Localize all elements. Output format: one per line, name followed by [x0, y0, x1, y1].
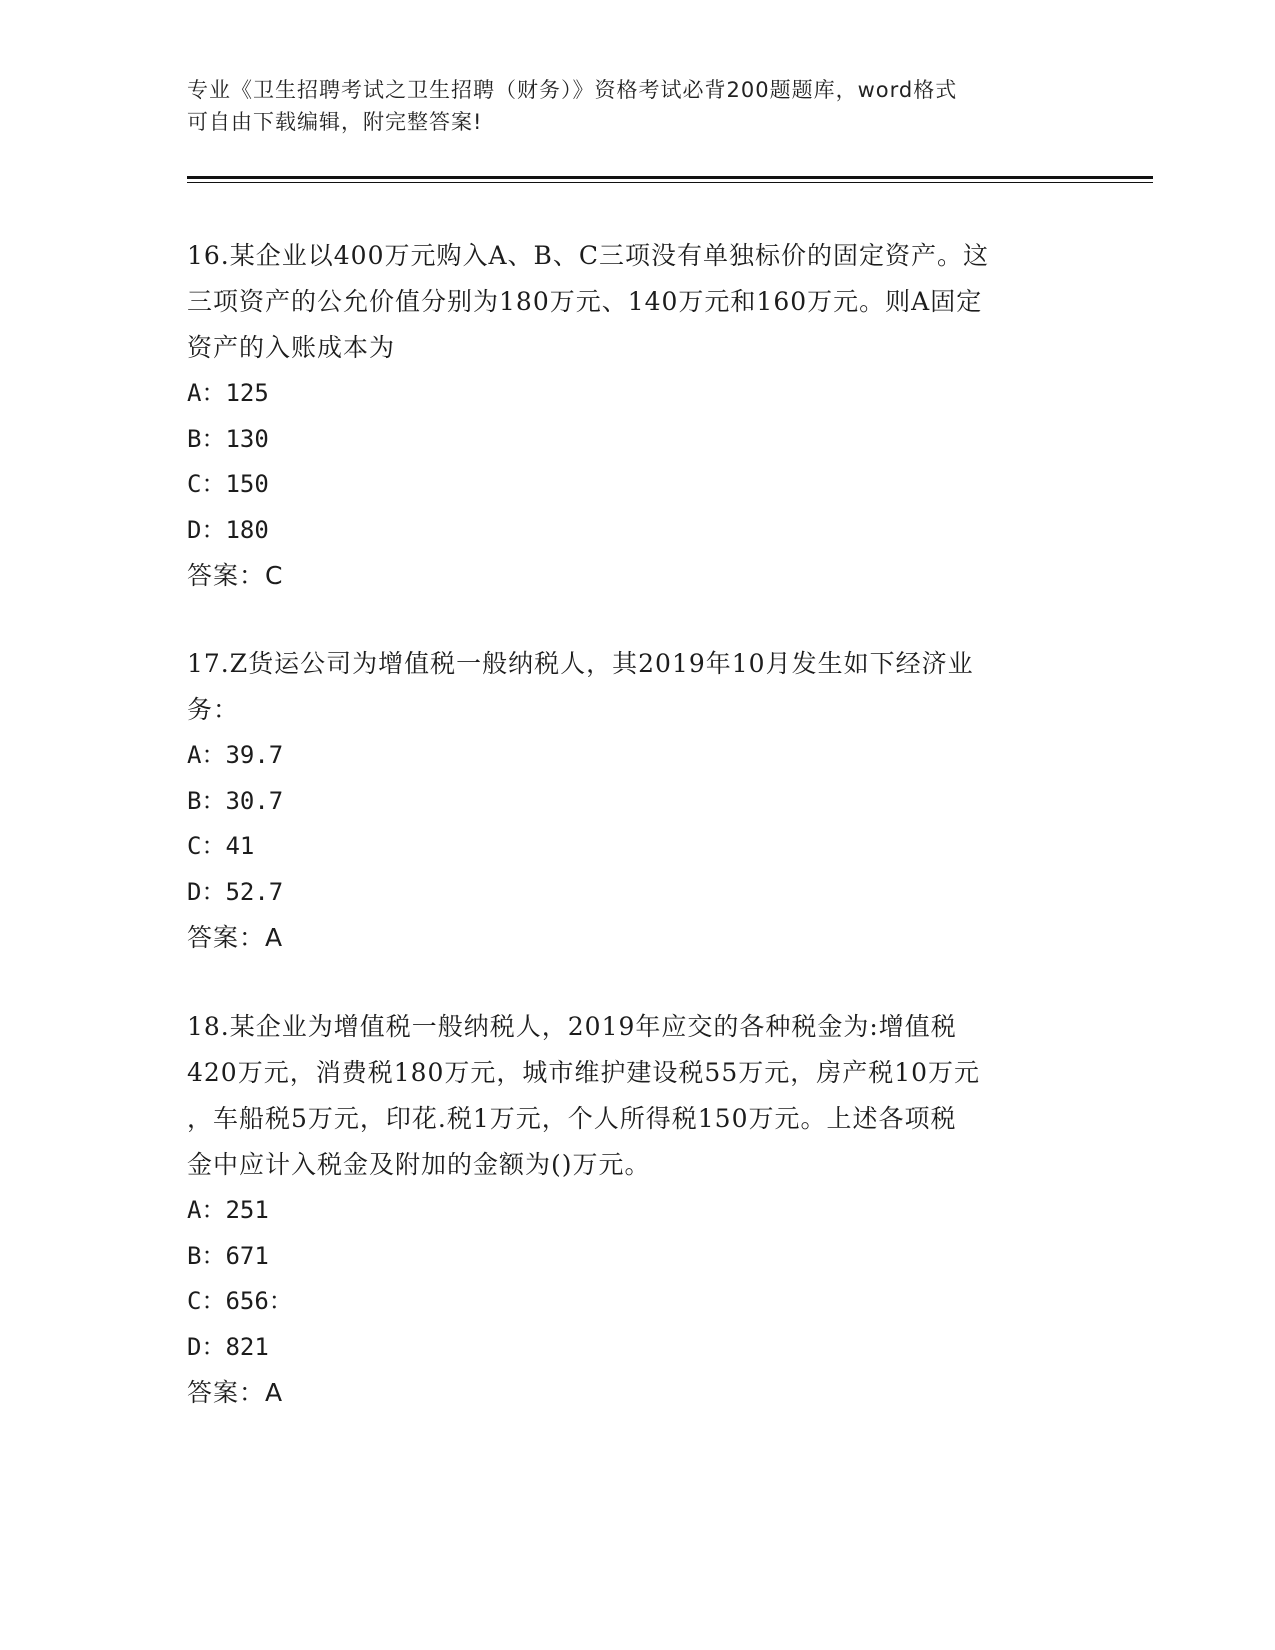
- question-text-line: 18.某企业为增值税一般纳税人，2019年应交的各种税金为:增值税: [187, 1012, 957, 1041]
- question-text-line: ，车船税5万元，印花.税1万元，个人所得税150万元。上述各项税: [187, 1104, 957, 1133]
- option-d: D：821: [187, 1332, 269, 1361]
- question-text-line: 资产的入账成本为: [187, 333, 396, 362]
- option-b: B：671: [187, 1241, 269, 1270]
- question-16: [187, 233, 1087, 599]
- question-text-line: 务：: [187, 695, 240, 724]
- question-text-line: 三项资产的公允价值分别为180万元、140万元和160万元。则A固定: [187, 287, 983, 316]
- question-text-line: 16.某企业以400万元购入A、B、C三项没有单独标价的固定资产。这: [187, 241, 990, 270]
- option-d: D：180: [187, 515, 269, 544]
- option-b: B：130: [187, 424, 269, 453]
- header-line: 可自由下载编辑，附完整答案!: [187, 110, 483, 134]
- option-d: D：52.7: [187, 877, 284, 906]
- question-text-line: 420万元，消费税180万元，城市维护建设税55万元，房产税10万元: [187, 1058, 981, 1087]
- header-line: 专业《卫生招聘考试之卫生招聘（财务）》资格考试必背200题题库，word格式: [187, 78, 958, 102]
- question-17: [187, 641, 1087, 961]
- question-text-line: 17.Z货运公司为增值税一般纳税人，其2019年10月发生如下经济业: [187, 649, 974, 678]
- answer: 答案：A: [187, 1378, 284, 1407]
- header-divider-thin: [187, 182, 1153, 183]
- option-a: A：125: [187, 379, 269, 407]
- option-a: A：39.7: [187, 741, 284, 769]
- question-text-line: 金中应计入税金及附加的金额为()万元。: [187, 1150, 651, 1179]
- header-divider-thick: [187, 176, 1153, 179]
- option-c: C：150: [187, 470, 269, 498]
- question-18: [187, 1004, 1087, 1416]
- option-c: C：656：: [187, 1287, 293, 1315]
- option-c: C：41: [187, 832, 255, 860]
- answer: 答案：A: [187, 923, 284, 952]
- option-b: B：30.7: [187, 786, 284, 815]
- answer: 答案：C: [187, 561, 284, 590]
- document-header: [187, 74, 1067, 138]
- option-a: A：251: [187, 1196, 269, 1224]
